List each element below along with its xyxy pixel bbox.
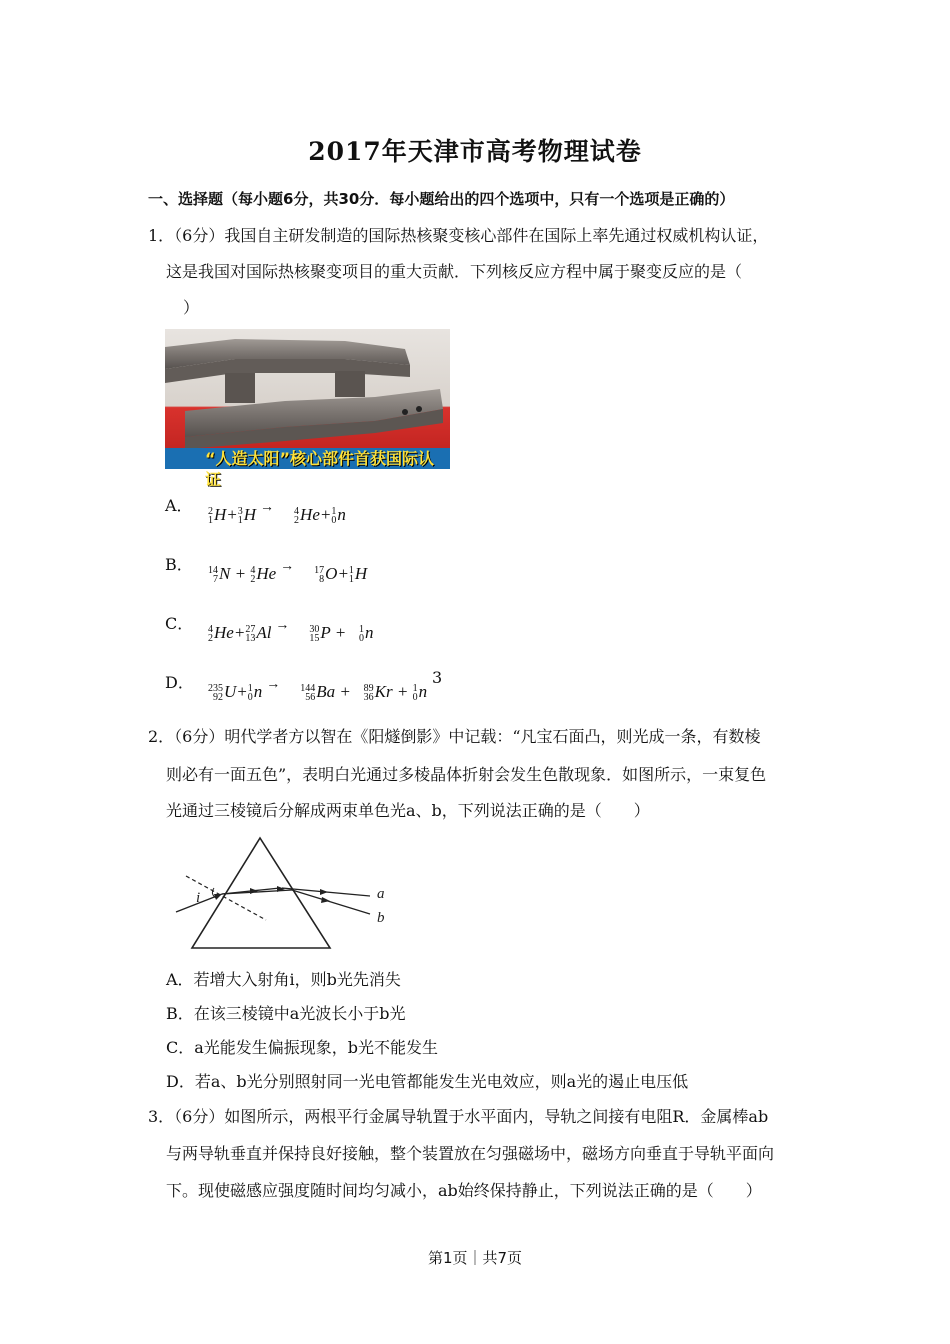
isotope-symbol: H	[354, 564, 368, 583]
q1-line-1: 1．（6分）我国自主研发制造的国际热核聚变核心部件在国际上率先通过权威机构认证，	[148, 226, 769, 245]
operator: +	[319, 505, 332, 524]
isotope-symbol: He	[300, 505, 320, 524]
isotope-symbol: n	[253, 682, 263, 701]
isotope-numbers: 1 0	[412, 683, 418, 704]
isotope-numbers: 3 1	[237, 506, 243, 527]
isotope-numbers: 4 2	[208, 624, 213, 645]
isotope-numbers: 30 15	[309, 624, 320, 645]
isotope-numbers: 1 0	[331, 506, 337, 527]
q1-option-b-equation: 14 7 N + 4 2 He → 17 8 O+ 1 1 H	[208, 559, 368, 586]
isotope-numbers: 235 92	[208, 683, 223, 704]
q2-option-d: D．若a、b光分别照射同一光电管都能发生光电效应，则a光的遏止电压低	[166, 1072, 689, 1091]
isotope-symbol: U	[224, 682, 237, 701]
operator: +	[230, 564, 251, 583]
isotope-symbol: n	[418, 682, 428, 701]
q2-option-c: C．a光能发生偏振现象，b光不能发生	[166, 1038, 439, 1057]
prism-diagram	[170, 832, 400, 958]
isotope-numbers: 144 56	[300, 683, 316, 704]
isotope-numbers: 17 8	[314, 565, 325, 586]
operator: +	[236, 682, 248, 701]
isotope-numbers: 1 0	[358, 624, 364, 645]
isotope-numbers: 14 7	[208, 565, 218, 586]
operator: +	[233, 623, 246, 642]
q1-option-c-letter: C．	[165, 614, 194, 633]
q2-line-1: 2．（6分）明代学者方以智在《阳燧倒影》中记载：“凡宝石面凸，则光成一条，有数棱	[148, 727, 761, 746]
q2-option-b: B．在该三棱镜中a光波长小于b光	[166, 1004, 406, 1023]
operator: +	[226, 505, 238, 524]
isotope-symbol: n	[337, 505, 346, 524]
q1-option-d-equation: 235 92 U+ 1 0 n → 144 56 Ba + 89 36 Kr + 1 0 n	[208, 677, 428, 704]
q1-option-a-equation: 2 1 H+ 3 1 H → 4 2 He+ 1 0 n	[208, 500, 346, 527]
isotope-numbers: 27 13	[245, 624, 256, 645]
isotope-symbol: He	[214, 623, 234, 642]
q1-line-3: ）	[183, 298, 200, 317]
photo-caption-text: “人造太阳”核心部件首获国际认证	[205, 449, 435, 489]
q3-line-3: 下。现使磁感应强度随时间均匀减小，ab始终保持静止，下列说法正确的是（ ）	[166, 1181, 762, 1200]
photo-caption-banner	[165, 448, 450, 489]
isotope-numbers: 2 1	[208, 506, 213, 527]
ray-b-label: b	[377, 910, 385, 926]
isotope-symbol: H	[243, 505, 257, 524]
ray-a-label: a	[377, 886, 385, 902]
angle-i-label: i	[196, 890, 201, 906]
isotope-symbol: He	[256, 564, 277, 583]
q3-line-2: 与两导轨垂直并保持良好接触，整个装置放在匀强磁场中，磁场方向垂直于导轨平面向	[166, 1144, 775, 1163]
isotope-symbol: Ba	[316, 682, 336, 701]
q2-line-3: 光通过三棱镜后分解成两束单色光a、b，下列说法正确的是（ ）	[166, 801, 650, 820]
q3-line-1: 3．（6分）如图所示，两根平行金属导轨置于水平面内，导轨之间接有电阻R．金属棒ab	[148, 1107, 769, 1126]
operator: +	[392, 682, 413, 701]
isotope-symbol: H	[214, 505, 227, 524]
isotope-symbol: Al	[256, 623, 272, 642]
isotope-numbers: 4 2	[294, 506, 300, 527]
q2-option-a: A．若增大入射角i，则b光先消失	[166, 970, 401, 989]
q1-option-d-letter: D．	[165, 673, 194, 692]
isotope-numbers: 4 2	[250, 565, 256, 586]
q1-option-a-letter: A．	[165, 496, 193, 515]
isotope-symbol: n	[364, 623, 374, 642]
section-heading: 一、选择题（每小题6分，共30分．每小题给出的四个选项中，只有一个选项是正确的）	[148, 190, 735, 208]
q1-option-d-coefficient: 3	[432, 668, 443, 687]
q1-line-2: 这是我国对国际热核聚变项目的重大贡献．下列核反应方程中属于聚变反应的是（	[166, 262, 743, 281]
isotope-symbol: P	[320, 623, 331, 642]
operator: +	[335, 682, 364, 701]
isotope-numbers: 89 36	[363, 683, 374, 704]
page-footer: 第1页｜共7页	[427, 1249, 523, 1267]
isotope-symbol: O	[325, 564, 338, 583]
q2-line-2: 则必有一面五色”，表明白光通过多棱晶体折射会发生色散现象．如图所示，一束复色	[166, 765, 767, 784]
q1-option-b-letter: B．	[165, 555, 193, 574]
operator: +	[330, 623, 359, 642]
operator: +	[337, 564, 349, 583]
isotope-symbol: Kr	[374, 682, 393, 701]
page-title: 2017年天津市高考物理试卷	[308, 137, 642, 166]
isotope-numbers: 1 0	[247, 683, 253, 704]
isotope-symbol: N	[219, 564, 231, 583]
isotope-numbers: 1 1	[348, 565, 354, 586]
q1-option-c-equation: 4 2 He+ 27 13 Al → 30 15 P + 1 0 n	[208, 618, 374, 645]
